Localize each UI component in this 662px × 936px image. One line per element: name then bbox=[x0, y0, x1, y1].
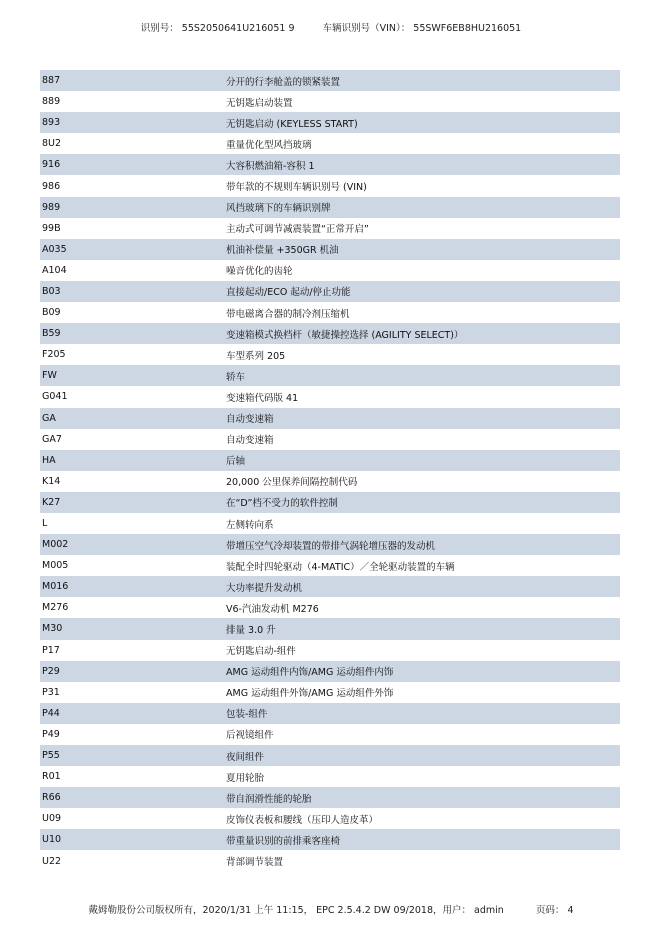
option-code: U22 bbox=[42, 855, 62, 867]
option-code: P17 bbox=[42, 644, 60, 656]
option-description: 大容积燃油箱-容积 1 bbox=[226, 160, 315, 172]
table-row bbox=[40, 555, 620, 576]
option-code: 889 bbox=[42, 96, 61, 108]
option-description: 噪音优化的齿轮 bbox=[226, 266, 293, 278]
option-code: P49 bbox=[42, 728, 60, 740]
page-header bbox=[0, 20, 662, 34]
table-row bbox=[40, 91, 620, 112]
option-description: 大功率提升发动机 bbox=[226, 582, 303, 594]
option-code: P44 bbox=[42, 707, 60, 719]
option-code: M005 bbox=[42, 560, 69, 572]
page-footer bbox=[0, 902, 662, 916]
table-row bbox=[40, 703, 620, 724]
option-description: 后视镜组件 bbox=[226, 730, 274, 742]
option-description: 分开的行李舱盖的锁紧装置 bbox=[226, 76, 341, 88]
option-description: 风挡玻璃下的车辆识别牌 bbox=[226, 203, 331, 215]
table-row bbox=[40, 112, 620, 133]
option-description: 带电磁离合器的制冷剂压缩机 bbox=[226, 308, 350, 320]
option-description: 重量优化型风挡玻璃 bbox=[226, 139, 312, 151]
table-row bbox=[40, 618, 620, 639]
table-row bbox=[40, 70, 620, 91]
option-code: R66 bbox=[42, 792, 61, 804]
option-code: R01 bbox=[42, 771, 61, 783]
option-code: B59 bbox=[42, 328, 61, 340]
option-code: 989 bbox=[42, 201, 61, 213]
option-code: K14 bbox=[42, 475, 61, 487]
option-code: B09 bbox=[42, 307, 61, 319]
option-code: M002 bbox=[42, 539, 69, 551]
option-description: 背部调节装置 bbox=[226, 857, 284, 869]
option-description: 夜间组件 bbox=[226, 751, 265, 763]
option-description: 主动式可调节减震装置“正常开启” bbox=[226, 224, 369, 236]
table-row bbox=[40, 133, 620, 154]
option-code: A104 bbox=[42, 264, 67, 276]
option-description: 轿车 bbox=[226, 371, 246, 383]
table-row bbox=[40, 386, 620, 407]
table-row bbox=[40, 492, 620, 513]
option-description: 皮饰仪表板和腰线（压印人造皮革） bbox=[226, 814, 379, 826]
id-label: 识别号： bbox=[140, 23, 179, 34]
option-code: P29 bbox=[42, 665, 60, 677]
table-row bbox=[40, 661, 620, 682]
option-code: L bbox=[42, 518, 48, 530]
table-row bbox=[40, 365, 620, 386]
table-row bbox=[40, 766, 620, 787]
option-description: 包装-组件 bbox=[226, 709, 268, 721]
option-code: B03 bbox=[42, 285, 61, 297]
option-code: 986 bbox=[42, 180, 61, 192]
option-code: M016 bbox=[42, 581, 69, 593]
table-row bbox=[40, 597, 620, 618]
option-description: 无钥匙启动 (KEYLESS START) bbox=[226, 118, 358, 130]
option-description: 带年款的不规则车辆识别号 (VIN) bbox=[226, 182, 367, 194]
option-code: 887 bbox=[42, 75, 61, 87]
vin-label: 车辆识别号（VIN）： bbox=[322, 23, 411, 34]
table-row bbox=[40, 850, 620, 871]
table-row bbox=[40, 197, 620, 218]
option-description: AMG 运动组件内饰/AMG 运动组件内饰 bbox=[226, 667, 394, 679]
code-table bbox=[40, 70, 620, 872]
option-description: 变速箱模式换档杆（敏捷操控选择 (AGILITY SELECT)） bbox=[226, 329, 464, 341]
table-row bbox=[40, 640, 620, 661]
option-description: 20,000 公里保养间隔控制代码 bbox=[226, 477, 358, 489]
option-description: 夏用轮胎 bbox=[226, 772, 265, 784]
option-description: V6-汽油发动机 M276 bbox=[226, 603, 319, 615]
table-row bbox=[40, 344, 620, 365]
option-code: 99B bbox=[42, 222, 61, 234]
option-code: P31 bbox=[42, 686, 60, 698]
option-description: 带自润滑性能的轮胎 bbox=[226, 793, 312, 805]
option-description: 无钥匙启动-组件 bbox=[226, 646, 296, 658]
table-row bbox=[40, 281, 620, 302]
option-description: 机油补偿量 +350GR 机油 bbox=[226, 245, 339, 257]
table-row bbox=[40, 408, 620, 429]
table-row bbox=[40, 429, 620, 450]
table-row bbox=[40, 323, 620, 344]
table-row bbox=[40, 154, 620, 175]
option-description: 直接起动/ECO 起动/停止功能 bbox=[226, 287, 351, 299]
option-code: M30 bbox=[42, 623, 63, 635]
option-description: 车型系列 205 bbox=[226, 350, 286, 362]
table-row bbox=[40, 450, 620, 471]
option-code: U09 bbox=[42, 813, 62, 825]
option-code: FW bbox=[42, 370, 57, 382]
option-code: 916 bbox=[42, 159, 61, 171]
option-description: 无钥匙启动装置 bbox=[226, 97, 293, 109]
page-number: 4 bbox=[567, 905, 574, 916]
option-description: 自动变速箱 bbox=[226, 414, 274, 426]
table-row bbox=[40, 260, 620, 281]
option-description: 自动变速箱 bbox=[226, 435, 274, 447]
option-code: GA7 bbox=[42, 433, 62, 445]
epc-version-text: EPC 2.5.4.2 DW 09/2018，用户： bbox=[316, 905, 472, 916]
option-description: 左侧转向系 bbox=[226, 519, 274, 531]
option-description: 在“D”档不受力的软件控制 bbox=[226, 498, 338, 510]
option-code: U10 bbox=[42, 834, 62, 846]
option-description: 变速箱代码版 41 bbox=[226, 392, 299, 404]
copyright-text: 戴姆勒股份公司版权所有，2020/1/31 上午 11:15， bbox=[88, 905, 314, 916]
option-code: GA bbox=[42, 412, 56, 424]
table-row bbox=[40, 829, 620, 850]
table-row bbox=[40, 471, 620, 492]
table-row bbox=[40, 808, 620, 829]
table-row bbox=[40, 218, 620, 239]
option-code: F205 bbox=[42, 349, 66, 361]
option-code: 893 bbox=[42, 117, 61, 129]
table-row bbox=[40, 513, 620, 534]
table-row bbox=[40, 175, 620, 196]
table-row bbox=[40, 724, 620, 745]
user-name: admin bbox=[474, 905, 504, 916]
option-description: 排量 3.0 升 bbox=[226, 624, 276, 636]
option-code: G041 bbox=[42, 391, 68, 403]
option-code: HA bbox=[42, 454, 56, 466]
option-description: 装配全时四轮驱动（4-MATIC）／全轮驱动装置的车辆 bbox=[226, 561, 455, 573]
table-row bbox=[40, 745, 620, 766]
table-row bbox=[40, 787, 620, 808]
table-row bbox=[40, 302, 620, 323]
page-label: 页码： bbox=[535, 905, 565, 916]
table-row bbox=[40, 682, 620, 703]
option-code: M276 bbox=[42, 602, 69, 614]
table-row bbox=[40, 576, 620, 597]
option-description: 带增压空气冷却装置的带排气涡轮增压器的发动机 bbox=[226, 540, 436, 552]
table-row bbox=[40, 239, 620, 260]
option-description: 后轴 bbox=[226, 456, 246, 468]
option-code: P55 bbox=[42, 750, 60, 762]
table-row bbox=[40, 534, 620, 555]
option-description: 带重量识别的前排乘客座椅 bbox=[226, 835, 341, 847]
vin-value: 55SWF6EB8HU216051 bbox=[413, 23, 522, 34]
option-code: K27 bbox=[42, 496, 61, 508]
option-description: AMG 运动组件外饰/AMG 运动组件外饰 bbox=[226, 688, 394, 700]
option-code: 8U2 bbox=[42, 138, 62, 150]
id-value: 55S2050641U216051 9 bbox=[181, 23, 295, 34]
option-code: A035 bbox=[42, 243, 67, 255]
